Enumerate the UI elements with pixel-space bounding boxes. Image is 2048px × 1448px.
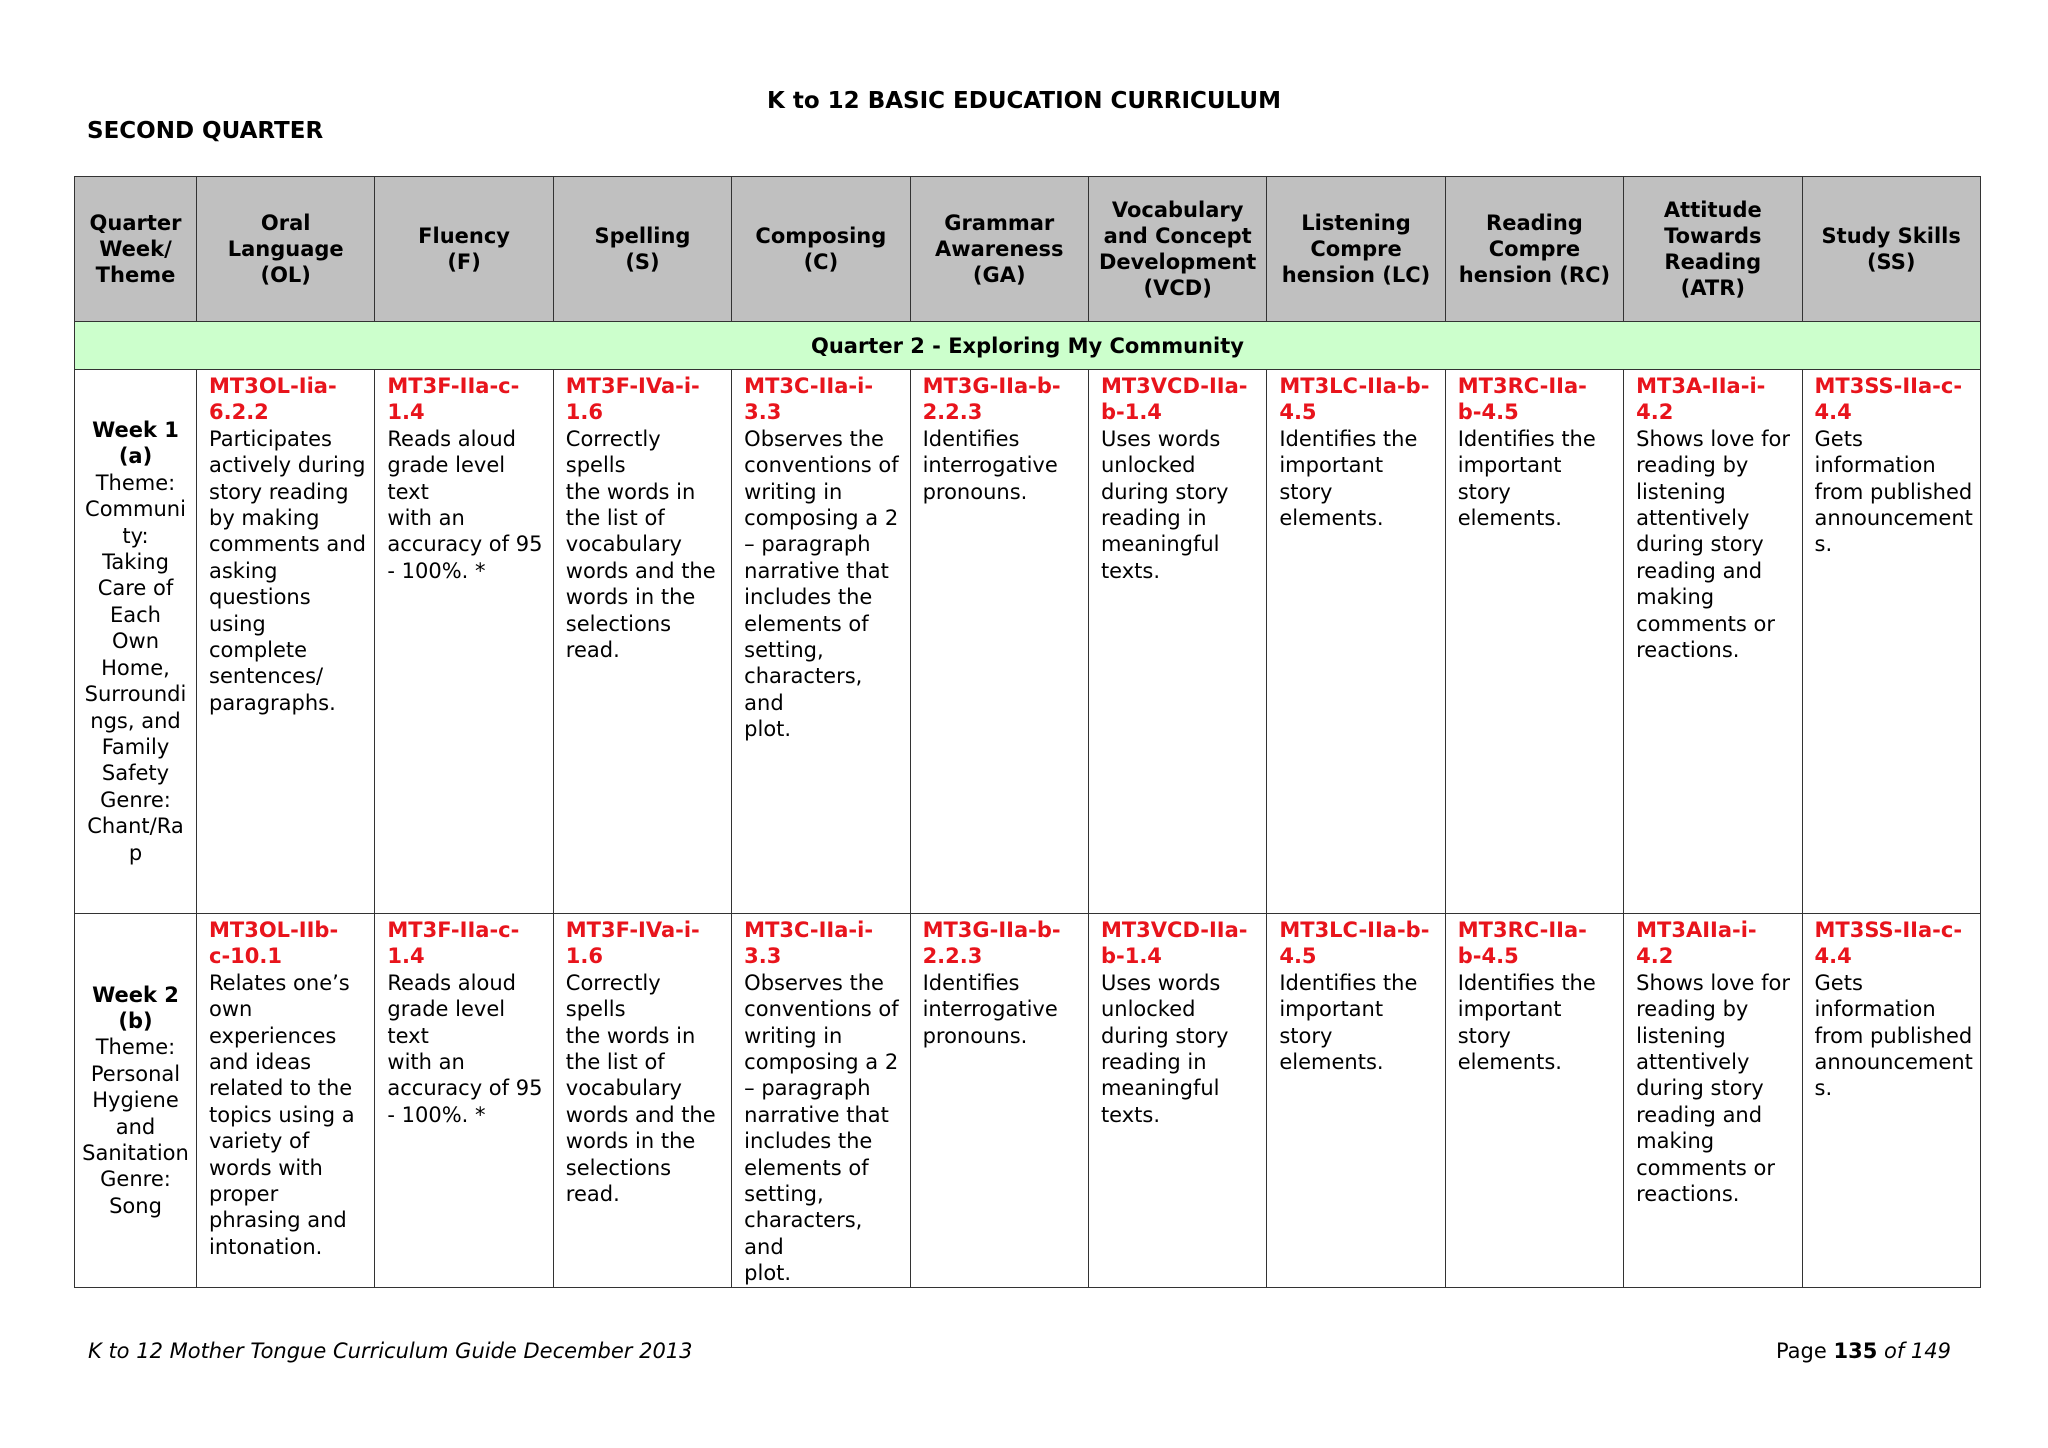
competency-code: MT3G-IIa-b- 2.2.3	[922, 918, 1061, 969]
competency-description: Correctly spells the words in the list of vocabulary words and the words in the selections read.	[565, 970, 716, 1207]
competency-cell-oral-language	[197, 914, 375, 1288]
competency-description: Identifies the important story elements.	[1279, 970, 1418, 1075]
competency-cell-grammar-awareness	[910, 914, 1088, 1288]
week-cell	[75, 914, 197, 1288]
competency-code: MT3F-IIa-c- 1.4	[387, 374, 520, 425]
competency-cell-reading-comprehension	[1445, 370, 1623, 914]
footer-page-info	[1776, 1339, 1951, 1363]
header-listening-comprehension: Listening Compre hension (LC)	[1267, 177, 1445, 322]
competency-description: Relates one’s own experiences and ideas related to the topics using a variety of words with proper phrasing and intonation.	[209, 970, 355, 1259]
competency-cell-reading-comprehension	[1445, 914, 1623, 1288]
header-fluency: Fluency (F)	[375, 177, 553, 322]
competency-code: MT3OL-Iia- 6.2.2	[209, 374, 337, 425]
competency-description: Gets information from published announcement s.	[1814, 970, 1973, 1101]
quarter-theme-cell: Quarter 2 - Exploring My Community	[75, 322, 1981, 370]
competency-code: MT3RC-IIa- b-4.5	[1457, 918, 1587, 969]
competency-cell-fluency	[375, 370, 553, 914]
competency-code: MT3SS-IIa-c- 4.4	[1814, 374, 1963, 425]
competency-cell-spelling	[553, 914, 731, 1288]
week-label: Week 2 (b)	[92, 982, 179, 1033]
competency-code: MT3F-IIa-c- 1.4	[387, 918, 520, 969]
competency-code: MT3F-IVa-i- 1.6	[565, 918, 700, 969]
competency-code: MT3C-IIa-i- 3.3	[744, 918, 874, 969]
curriculum-table	[74, 176, 1981, 1288]
competency-cell-study-skills	[1802, 370, 1980, 914]
competency-cell-oral-language	[197, 370, 375, 914]
header-row	[75, 177, 1981, 322]
competency-code: MT3LC-IIa-b- 4.5	[1279, 918, 1430, 969]
header-spelling: Spelling (S)	[553, 177, 731, 322]
week-theme-text: Theme: Personal Hygiene and Sanitation Genre: Song	[82, 1035, 189, 1218]
quarter-title: SECOND QUARTER	[87, 118, 324, 144]
week-cell	[75, 370, 197, 914]
quarter-theme-row	[75, 322, 1981, 370]
table-row	[75, 370, 1981, 914]
competency-code: MT3SS-IIa-c- 4.4	[1814, 918, 1963, 969]
competency-code: MT3VCD-IIa- b-1.4	[1100, 918, 1248, 969]
competency-description: Correctly spells the words in the list of vocabulary words and the words in the selections read.	[565, 426, 716, 663]
competency-description: Uses words unlocked during story reading in meaningful texts.	[1100, 426, 1229, 583]
header-grammar-awareness: Grammar Awareness (GA)	[910, 177, 1088, 322]
competency-description: Shows love for reading by listening attentively during story reading and making comments or reactions.	[1636, 970, 1790, 1207]
page-prefix: Page	[1775, 1339, 1827, 1363]
competency-code: MT3RC-IIa- b-4.5	[1457, 374, 1587, 425]
header-oral-language: Oral Language (OL)	[197, 177, 375, 322]
table-row	[75, 914, 1981, 1288]
competency-description: Identifies interrogative pronouns.	[922, 970, 1058, 1048]
competency-cell-attitude-towards-reading	[1624, 914, 1802, 1288]
header-quarter-week-theme: Quarter Week/ Theme	[75, 177, 197, 322]
header-vocabulary-concept-development: Vocabulary and Concept Development (VCD)	[1088, 177, 1266, 322]
competency-description: Shows love for reading by listening attentively during story reading and making comments or reactions.	[1636, 426, 1790, 663]
competency-cell-vocabulary-concept-development	[1088, 370, 1266, 914]
competency-code: MT3G-IIa-b- 2.2.3	[922, 374, 1061, 425]
competency-code: MT3VCD-IIa- b-1.4	[1100, 374, 1248, 425]
page-total: of 149	[1884, 1339, 1951, 1363]
competency-cell-listening-comprehension	[1267, 370, 1445, 914]
competency-description: Identifies the important story elements.	[1279, 426, 1418, 531]
competency-cell-spelling	[553, 370, 731, 914]
competency-description: Identifies interrogative pronouns.	[922, 426, 1058, 504]
header-composing: Composing (C)	[732, 177, 910, 322]
competency-code: MT3A-IIa-i- 4.2	[1636, 374, 1766, 425]
competency-cell-fluency	[375, 914, 553, 1288]
competency-cell-grammar-awareness	[910, 370, 1088, 914]
document-title: K to 12 BASIC EDUCATION CURRICULUM	[767, 88, 1281, 114]
footer-guide-title: K to 12 Mother Tongue Curriculum Guide December 2013	[88, 1339, 693, 1363]
page-number: 135	[1833, 1339, 1878, 1363]
competency-code: MT3C-IIa-i- 3.3	[744, 374, 874, 425]
week-label: Week 1 (a)	[92, 418, 179, 469]
competency-description: Gets information from published announcement s.	[1814, 426, 1973, 557]
competency-cell-attitude-towards-reading	[1624, 370, 1802, 914]
competency-description: Participates actively during story reading by making comments and asking questions using complete sentences/ paragraphs.	[209, 426, 366, 715]
competency-description: Reads aloud grade level text with an accuracy of 95 - 100%. *	[387, 426, 543, 583]
competency-description: Reads aloud grade level text with an accuracy of 95 - 100%. *	[387, 970, 543, 1127]
competency-cell-study-skills	[1802, 914, 1980, 1288]
competency-cell-composing	[732, 370, 910, 914]
competency-cell-listening-comprehension	[1267, 914, 1445, 1288]
competency-code: MT3LC-IIa-b- 4.5	[1279, 374, 1430, 425]
competency-description: Identifies the important story elements.	[1457, 970, 1596, 1075]
competency-code: MT3F-IVa-i- 1.6	[565, 374, 700, 425]
competency-code: MT3AIIa-i- 4.2	[1636, 918, 1757, 969]
header-study-skills: Study Skills (SS)	[1802, 177, 1980, 322]
competency-description: Observes the conventions of writing in composing a 2 – paragraph narrative that includes the elements of setting, characters, and plot.	[744, 426, 899, 742]
competency-cell-vocabulary-concept-development	[1088, 914, 1266, 1288]
competency-description: Identifies the important story elements.	[1457, 426, 1596, 531]
competency-cell-composing	[732, 914, 910, 1288]
header-reading-comprehension: Reading Compre hension (RC)	[1445, 177, 1623, 322]
competency-description: Observes the conventions of writing in composing a 2 – paragraph narrative that includes the elements of setting, characters, and plot.	[744, 970, 899, 1286]
header-attitude-towards-reading: Attitude Towards Reading (ATR)	[1624, 177, 1802, 322]
competency-description: Uses words unlocked during story reading in meaningful texts.	[1100, 970, 1229, 1127]
competency-code: MT3OL-IIb- c-10.1	[209, 918, 339, 969]
week-theme-text: Theme: Communi ty: Taking Care of Each Own Home, Surroundi ngs, and Family Safety Genre: Chant/Ra p	[84, 470, 187, 865]
